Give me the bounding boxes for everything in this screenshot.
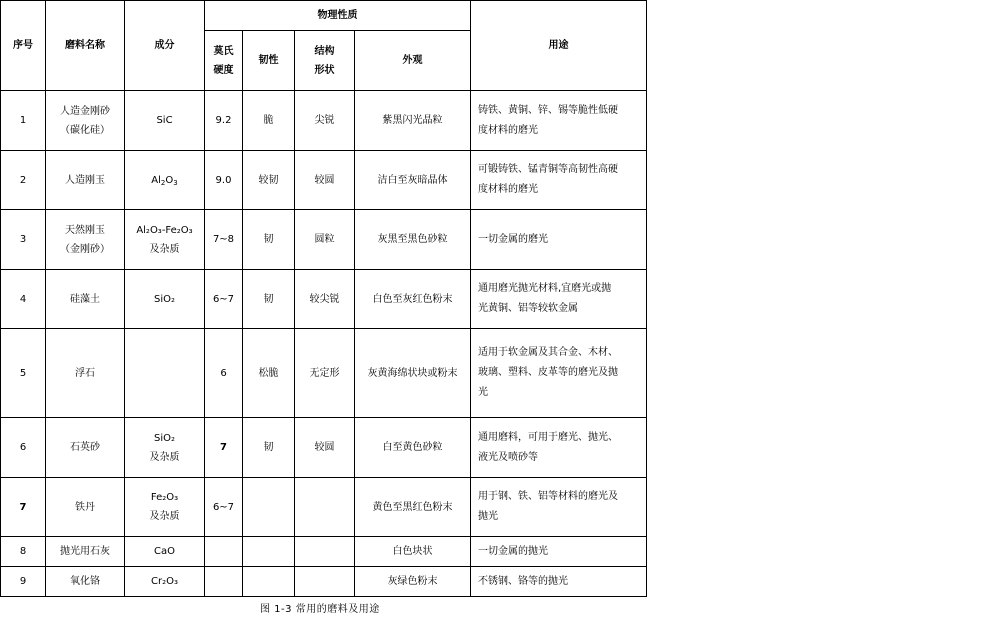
cell-name-line1: 天然刚玉 — [65, 224, 105, 236]
cell-usage: 不锈钢、铬等的抛光 — [471, 567, 647, 597]
cell-structure — [295, 478, 355, 537]
cell-name: 抛光用石灰 — [46, 537, 125, 567]
cell-hardness: 7 — [205, 418, 243, 478]
cell-toughness — [243, 478, 295, 537]
formula-sub: 2 — [160, 178, 166, 187]
cell-hardness — [205, 567, 243, 597]
cell-toughness: 韧 — [243, 210, 295, 270]
cell-composition-line2: 及杂质 — [149, 511, 180, 522]
table-row — [1, 478, 647, 537]
cell-appearance: 黄色至黑红色粉末 — [355, 478, 471, 537]
cell-composition-line1: Fe₂O₃ — [150, 492, 179, 503]
cell-name-line2: （碳化硅） — [60, 124, 110, 136]
header-physical-properties: 物理性质 — [205, 1, 471, 31]
cell-appearance: 灰黑至黑色砂粒 — [355, 210, 471, 270]
cell-index: 9 — [1, 567, 46, 597]
formula-al: Al — [151, 174, 161, 186]
cell-toughness — [243, 567, 295, 597]
cell-usage-line1: 通用磨光抛光材料,宜磨光或抛 — [478, 283, 612, 294]
cell-toughness: 脆 — [243, 91, 295, 151]
cell-composition — [125, 151, 205, 210]
table-row — [1, 567, 647, 597]
cell-usage-line2: 液光及喷砂等 — [478, 451, 538, 463]
header-name: 磨料名称 — [46, 1, 125, 91]
cell-composition-line1: SiO₂ — [153, 432, 175, 444]
cell-appearance: 洁白至灰暗晶体 — [355, 151, 471, 210]
cell-composition: SiC — [125, 91, 205, 151]
formula-o: O — [165, 174, 174, 186]
header-mohs-line1: 莫氏 — [213, 45, 234, 57]
cell-structure: 较圆 — [295, 151, 355, 210]
table-row — [1, 210, 647, 270]
cell-appearance: 灰黄海绵状块或粉末 — [355, 329, 471, 418]
cell-composition-line2: 及杂质 — [149, 451, 180, 463]
cell-usage — [471, 151, 647, 210]
header-mohs-hardness — [205, 31, 243, 91]
cell-toughness: 松脆 — [243, 329, 295, 418]
cell-toughness — [243, 537, 295, 567]
cell-usage — [471, 478, 647, 537]
cell-usage — [471, 418, 647, 478]
cell-usage-line2: 光黄铜、铝等较软金属 — [478, 303, 578, 314]
cell-toughness: 较韧 — [243, 151, 295, 210]
cell-composition — [125, 478, 205, 537]
cell-composition: Cr₂O₃ — [125, 567, 205, 597]
cell-usage-line2: 度材料的磨光 — [478, 124, 538, 136]
cell-appearance: 紫黑闪光晶粒 — [355, 91, 471, 151]
header-toughness: 韧性 — [243, 31, 295, 91]
cell-usage-line2: 抛光 — [478, 511, 498, 522]
cell-toughness: 韧 — [243, 270, 295, 329]
cell-usage-line2: 度材料的磨光 — [478, 184, 538, 195]
cell-index: 3 — [1, 210, 46, 270]
cell-hardness: 6 — [205, 329, 243, 418]
cell-appearance: 白至黄色砂粒 — [355, 418, 471, 478]
cell-usage: 一切金属的磨光 — [471, 210, 647, 270]
cell-name: 石英砂 — [46, 418, 125, 478]
cell-hardness: 9.2 — [205, 91, 243, 151]
cell-usage-line2: 玻璃、塑料、皮革等的磨光及抛 — [478, 367, 618, 378]
header-structure — [295, 31, 355, 91]
table-row — [1, 329, 647, 418]
cell-composition — [125, 329, 205, 418]
cell-name: 氧化铬 — [46, 567, 125, 597]
cell-composition-line1: Al₂O₃-Fe₂O₃ — [136, 224, 193, 236]
table-row — [1, 270, 647, 329]
cell-composition — [125, 418, 205, 478]
cell-usage-line1: 通用磨料，可用于磨光、抛光、 — [478, 431, 618, 443]
cell-hardness: 6~7 — [205, 478, 243, 537]
cell-index: 6 — [1, 418, 46, 478]
cell-hardness: 9.0 — [205, 151, 243, 210]
cell-structure — [295, 537, 355, 567]
header-structure-line1: 结构 — [314, 45, 335, 57]
cell-usage-line1: 用于钢、铁、铝等材料的磨光及 — [478, 491, 618, 502]
cell-usage-line3: 光 — [478, 387, 488, 398]
cell-structure: 无定形 — [295, 329, 355, 418]
cell-index: 2 — [1, 151, 46, 210]
cell-composition — [125, 210, 205, 270]
table-row — [1, 537, 647, 567]
cell-name — [46, 91, 125, 151]
cell-structure: 较圆 — [295, 418, 355, 478]
cell-index: 1 — [1, 91, 46, 151]
cell-appearance: 白色至灰红色粉末 — [355, 270, 471, 329]
cell-index: 7 — [1, 478, 46, 537]
formula-sub: 3 — [173, 178, 178, 187]
cell-hardness — [205, 537, 243, 567]
cell-usage: 一切金属的抛光 — [471, 537, 647, 567]
header-index: 序号 — [1, 1, 46, 91]
cell-usage — [471, 270, 647, 329]
cell-structure: 圆粒 — [295, 210, 355, 270]
header-appearance: 外观 — [355, 31, 471, 91]
table-row — [1, 151, 647, 210]
cell-name-line2: （金刚砂） — [60, 243, 110, 255]
cell-name — [46, 210, 125, 270]
cell-usage-line1: 可锻铸铁、锰青铜等高韧性高硬 — [478, 164, 618, 175]
cell-usage-line1: 铸铁、黄铜、锌、锡等脆性低硬 — [478, 104, 618, 116]
table-row — [1, 91, 647, 151]
cell-usage — [471, 91, 647, 151]
cell-index: 8 — [1, 537, 46, 567]
cell-name: 硅藻土 — [46, 270, 125, 329]
cell-usage — [471, 329, 647, 418]
cell-toughness: 韧 — [243, 418, 295, 478]
cell-structure: 较尖锐 — [295, 270, 355, 329]
table-row — [1, 418, 647, 478]
cell-composition: CaO — [125, 537, 205, 567]
header-structure-line2: 形状 — [314, 64, 335, 76]
cell-name: 人造刚玉 — [46, 151, 125, 210]
cell-composition-line2: 及杂质 — [149, 243, 180, 255]
cell-index: 4 — [1, 270, 46, 329]
cell-name: 浮石 — [46, 329, 125, 418]
cell-hardness: 7~8 — [205, 210, 243, 270]
cell-usage-line1: 适用于软金属及其合金、木材、 — [478, 347, 618, 358]
header-usage: 用途 — [471, 1, 647, 91]
cell-appearance: 白色块状 — [355, 537, 471, 567]
header-mohs-line2: 硬度 — [213, 64, 234, 76]
header-composition: 成分 — [125, 1, 205, 91]
cell-name: 铁丹 — [46, 478, 125, 537]
cell-appearance: 灰绿色粉末 — [355, 567, 471, 597]
cell-structure: 尖锐 — [295, 91, 355, 151]
figure-caption: 图 1-3 常用的磨料及用途 — [260, 604, 380, 615]
cell-name-line1: 人造金刚砂 — [60, 105, 110, 117]
cell-hardness: 6~7 — [205, 270, 243, 329]
cell-index: 5 — [1, 329, 46, 418]
cell-composition: SiO₂ — [125, 270, 205, 329]
cell-structure — [295, 567, 355, 597]
